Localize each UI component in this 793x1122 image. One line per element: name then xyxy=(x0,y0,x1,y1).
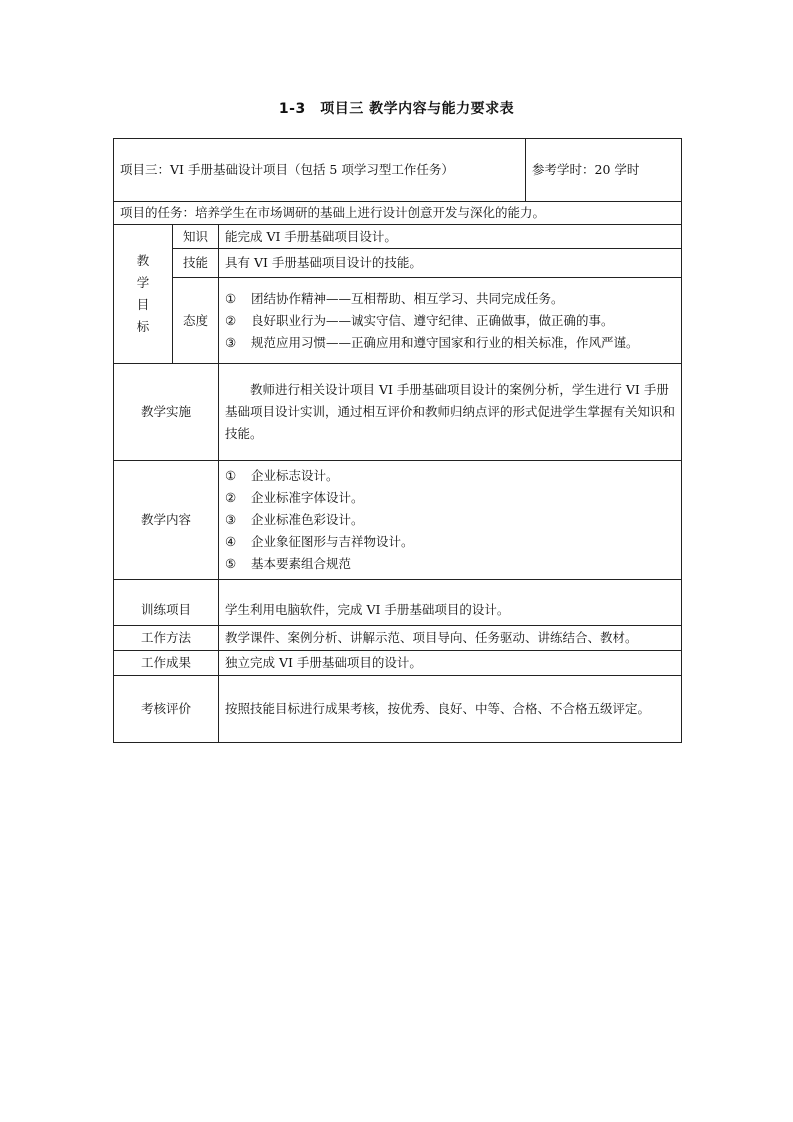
training-text: 学生利用电脑软件，完成 VI 手册基础项目的设计。 xyxy=(219,580,682,626)
goal-label-char: 教 xyxy=(136,253,150,268)
project-task: 项目的任务：培养学生在市场调研的基础上进行设计创意开发与深化的能力。 xyxy=(114,202,682,225)
knowledge-label: 知识 xyxy=(173,225,219,249)
skill-label: 技能 xyxy=(173,249,219,278)
goal-label-char: 目 xyxy=(136,297,150,312)
result-text: 独立完成 VI 手册基础项目的设计。 xyxy=(219,651,682,676)
result-label: 工作成果 xyxy=(114,651,219,676)
method-row xyxy=(114,626,682,651)
goal-label-char: 学 xyxy=(136,275,150,290)
method-label: 工作方法 xyxy=(114,626,219,651)
list-item: ③ 规范应用习惯——正确应用和遵守国家和行业的相关标准，作风严谨。 xyxy=(225,334,639,350)
attitude-label: 态度 xyxy=(173,278,219,364)
project-row xyxy=(114,139,682,202)
result-row xyxy=(114,651,682,676)
requirements-table xyxy=(113,138,682,743)
goal-knowledge-row xyxy=(114,225,682,249)
evaluation-text: 按照技能目标进行成果考核，按优秀、良好、中等、合格、不合格五级评定。 xyxy=(219,676,682,743)
goal-label-char: 标 xyxy=(136,319,150,334)
skill-text: 具有 VI 手册基础项目设计的技能。 xyxy=(219,249,682,278)
evaluation-label: 考核评价 xyxy=(114,676,219,743)
method-text: 教学课件、案例分析、讲解示范、项目导向、任务驱动、讲练结合、教材。 xyxy=(219,626,682,651)
teaching-goals-label xyxy=(114,225,173,364)
document-title: 1-3 项目三 教学内容与能力要求表 xyxy=(278,101,515,117)
training-row xyxy=(114,580,682,626)
list-item: ② 企业标准字体设计。 xyxy=(225,490,364,505)
task-row xyxy=(114,202,682,225)
implementation-row xyxy=(114,364,682,461)
implementation-label: 教学实施 xyxy=(114,364,219,461)
list-item: ① 企业标志设计。 xyxy=(225,468,339,483)
requirements-table-wrapper xyxy=(113,138,681,743)
training-label: 训练项目 xyxy=(114,580,219,626)
list-item: ⑤ 基本要素组合规范 xyxy=(225,556,352,571)
list-item: ③ 企业标准色彩设计。 xyxy=(225,512,364,527)
list-item: ④ 企业象征图形与吉祥物设计。 xyxy=(225,534,414,549)
implementation-text: 教师进行相关设计项目 VI 手册基础项目设计的案例分析，学生进行 VI 手册基础项目设计实训，通过相互评价和教师归纳点评的形式促进学生掌握有关知识和技能。 xyxy=(219,364,682,461)
content-row xyxy=(114,461,682,580)
goal-attitude-row xyxy=(114,278,682,364)
content-list xyxy=(219,461,682,580)
content-label: 教学内容 xyxy=(114,461,219,580)
knowledge-text: 能完成 VI 手册基础项目设计。 xyxy=(219,225,682,249)
reference-hours: 参考学时：20 学时 xyxy=(526,139,682,202)
list-item: ② 良好职业行为——诚实守信、遵守纪律、正确做事，做正确的事。 xyxy=(225,312,614,328)
goal-skill-row xyxy=(114,249,682,278)
list-item: ① 团结协作精神——互相帮助、相互学习、共同完成任务。 xyxy=(225,290,564,306)
evaluation-row xyxy=(114,676,682,743)
attitude-list xyxy=(219,278,682,364)
project-name: 项目三：VI 手册基础设计项目（包括 5 项学习型工作任务） xyxy=(114,139,526,202)
